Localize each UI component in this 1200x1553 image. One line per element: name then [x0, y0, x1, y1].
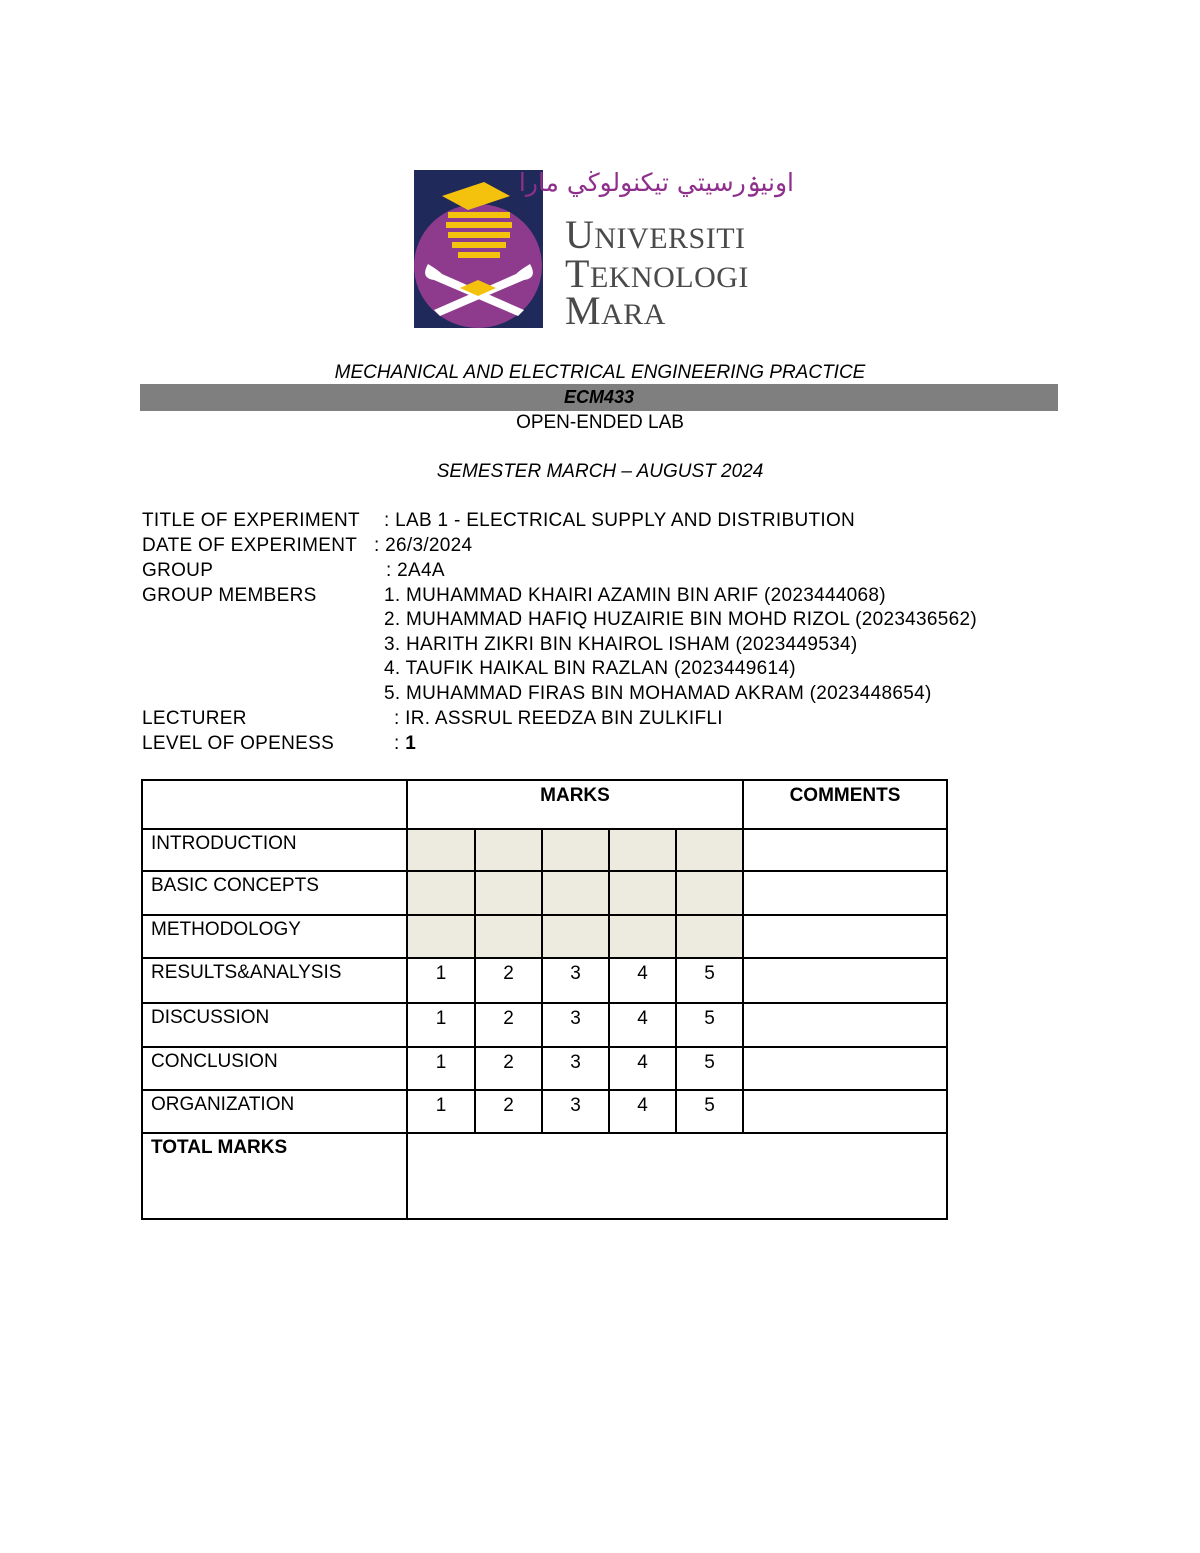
score-cell[interactable]: 2: [475, 1090, 542, 1133]
table-row: [142, 958, 947, 1003]
table-row: [142, 871, 947, 915]
comment-cell[interactable]: [743, 1090, 947, 1133]
comment-cell[interactable]: [743, 1047, 947, 1090]
row-label-organization: ORGANIZATION: [142, 1090, 407, 1133]
comment-cell[interactable]: [743, 915, 947, 958]
score-cell[interactable]: 3: [542, 1003, 609, 1047]
logo-word-teknologi: TEKNOLOGI: [565, 251, 749, 296]
score-cell[interactable]: 4: [609, 1090, 676, 1133]
title-label: TITLE OF EXPERIMENT: [142, 510, 360, 531]
semester: SEMESTER MARCH – AUGUST 2024: [436, 461, 764, 482]
shaded-cell: [542, 915, 609, 958]
score-cell[interactable]: 1: [407, 1003, 475, 1047]
table-row: [142, 915, 947, 958]
shaded-cell: [609, 829, 676, 871]
comment-cell[interactable]: [743, 829, 947, 871]
table-row: [142, 1003, 947, 1047]
marks-table: [141, 779, 948, 1220]
shaded-cell: [475, 871, 542, 915]
score-cell[interactable]: 1: [407, 1047, 475, 1090]
openess-value: : 1: [394, 733, 417, 754]
score-cell[interactable]: 3: [542, 1047, 609, 1090]
shaded-cell: [475, 915, 542, 958]
score-cell[interactable]: 2: [475, 1003, 542, 1047]
lab-type: OPEN-ENDED LAB: [516, 412, 684, 433]
logo-arabic-text: اونيۏرسيتي تيكنولوڬي مارا: [518, 168, 794, 197]
score-cell[interactable]: 5: [676, 1047, 743, 1090]
shaded-cell: [676, 871, 743, 915]
logo-word-universiti: UNIVERSITI: [565, 212, 746, 257]
score-cell[interactable]: 2: [475, 958, 542, 1003]
shaded-cell: [676, 915, 743, 958]
date-label: DATE OF EXPERIMENT: [142, 535, 358, 556]
lecturer-value: : IR. ASSRUL REEDZA BIN ZULKIFLI: [394, 708, 723, 729]
row-label-discussion: DISCUSSION: [142, 1003, 407, 1047]
shaded-cell: [542, 871, 609, 915]
header-blank-cell: [142, 780, 407, 829]
score-cell[interactable]: 1: [407, 1090, 475, 1133]
score-cell[interactable]: 3: [542, 958, 609, 1003]
shaded-cell: [542, 829, 609, 871]
member-1: 1. MUHAMMAD KHAIRI AZAMIN BIN ARIF (2023444068): [384, 585, 886, 606]
shaded-cell: [407, 915, 475, 958]
score-cell[interactable]: 4: [609, 958, 676, 1003]
shaded-cell: [676, 829, 743, 871]
score-cell[interactable]: 1: [407, 958, 475, 1003]
member-3: 3. HARITH ZIKRI BIN KHAIROL ISHAM (2023449534): [384, 634, 858, 655]
score-cell[interactable]: 5: [676, 1090, 743, 1133]
row-label-basic-concepts: BASIC CONCEPTS: [142, 871, 407, 915]
row-label-methodology: METHODOLOGY: [142, 915, 407, 958]
comment-cell[interactable]: [743, 1003, 947, 1047]
title-value: : LAB 1 - ELECTRICAL SUPPLY AND DISTRIBUTION: [384, 510, 856, 531]
row-label-conclusion: CONCLUSION: [142, 1047, 407, 1090]
comment-cell[interactable]: [743, 958, 947, 1003]
score-cell[interactable]: 4: [609, 1047, 676, 1090]
shaded-cell: [609, 871, 676, 915]
course-code: ECM433: [563, 387, 635, 407]
comments-header: COMMENTS: [743, 780, 947, 829]
lecturer-label: LECTURER: [142, 708, 247, 729]
member-2: 2. MUHAMMAD HAFIQ HUZAIRIE BIN MOHD RIZOL (2023436562): [384, 609, 978, 630]
shaded-cell: [407, 829, 475, 871]
row-label-results-analysis: RESULTS&ANALYSIS: [142, 958, 407, 1003]
score-cell[interactable]: 3: [542, 1090, 609, 1133]
score-cell[interactable]: 4: [609, 1003, 676, 1047]
openess-label: LEVEL OF OPENESS: [142, 733, 335, 754]
shaded-cell: [609, 915, 676, 958]
score-cell[interactable]: 5: [676, 958, 743, 1003]
logo-word-mara: MARA: [565, 288, 666, 333]
group-label: GROUP: [142, 560, 214, 581]
total-marks-cell[interactable]: [407, 1133, 947, 1219]
total-row: [142, 1133, 947, 1219]
course-name: MECHANICAL AND ELECTRICAL ENGINEERING PRACTICE: [334, 362, 866, 383]
group-value: : 2A4A: [386, 560, 445, 581]
table-row: [142, 1090, 947, 1133]
shaded-cell: [475, 829, 542, 871]
score-cell[interactable]: 2: [475, 1047, 542, 1090]
score-cell[interactable]: 5: [676, 1003, 743, 1047]
shaded-cell: [407, 871, 475, 915]
marks-header: MARKS: [407, 780, 743, 829]
member-4: 4. TAUFIK HAIKAL BIN RAZLAN (2023449614): [384, 658, 796, 679]
date-value: : 26/3/2024: [374, 535, 473, 556]
table-row: [142, 1047, 947, 1090]
total-marks-label: TOTAL MARKS: [142, 1133, 407, 1219]
row-label-introduction: INTRODUCTION: [142, 829, 407, 871]
comment-cell[interactable]: [743, 871, 947, 915]
member-5: 5. MUHAMMAD FIRAS BIN MOHAMAD AKRAM (2023448654): [384, 683, 932, 704]
table-row: [142, 829, 947, 871]
members-label: GROUP MEMBERS: [142, 585, 317, 606]
table-header-row: [142, 780, 947, 829]
